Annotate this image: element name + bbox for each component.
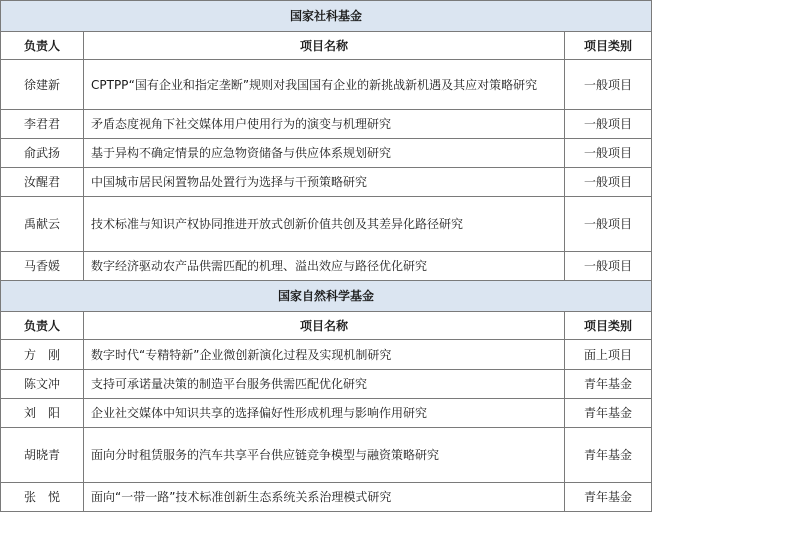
column-header-row (1, 32, 652, 60)
section-title: 国家社科基金 (1, 1, 652, 32)
column-header-row (1, 312, 652, 340)
table-row (1, 340, 652, 370)
person-cell: 陈文冲 (1, 370, 84, 399)
person-cell: 俞武扬 (1, 139, 84, 168)
person-cell: 马香媛 (1, 252, 84, 281)
category-cell: 青年基金 (565, 483, 652, 512)
project-title-cell: 企业社交媒体中知识共享的选择偏好性形成机理与影响作用研究 (84, 399, 565, 428)
project-title-cell: 面向分时租赁服务的汽车共享平台供应链竞争模型与融资策略研究 (84, 428, 565, 483)
table-row (1, 60, 652, 110)
table-row (1, 483, 652, 512)
category-cell: 一般项目 (565, 60, 652, 110)
project-title-cell: 基于异构不确定情景的应急物资储备与供应体系规划研究 (84, 139, 565, 168)
project-title-cell: CPTPP“国有企业和指定垄断”规则对我国国有企业的新挑战新机遇及其应对策略研究 (84, 60, 565, 110)
category-cell: 一般项目 (565, 139, 652, 168)
table-row (1, 252, 652, 281)
person-cell: 禹献云 (1, 197, 84, 252)
category-cell: 一般项目 (565, 197, 652, 252)
header-person: 负责人 (1, 32, 84, 60)
category-cell: 面上项目 (565, 340, 652, 370)
person-cell: 方 刚 (1, 340, 84, 370)
person-cell: 李君君 (1, 110, 84, 139)
table-row (1, 370, 652, 399)
table-row (1, 399, 652, 428)
table-row (1, 197, 652, 252)
person-cell: 汝醒君 (1, 168, 84, 197)
category-cell: 青年基金 (565, 428, 652, 483)
header-category: 项目类别 (565, 32, 652, 60)
table-row (1, 428, 652, 483)
project-title-cell: 数字时代“专精特新”企业微创新演化过程及实现机制研究 (84, 340, 565, 370)
person-cell: 张 悦 (1, 483, 84, 512)
person-cell: 刘 阳 (1, 399, 84, 428)
category-cell: 青年基金 (565, 370, 652, 399)
project-title-cell: 中国城市居民闲置物品处置行为选择与干预策略研究 (84, 168, 565, 197)
table-row (1, 168, 652, 197)
person-cell: 胡晓青 (1, 428, 84, 483)
header-category: 项目类别 (565, 312, 652, 340)
person-cell: 徐建新 (1, 60, 84, 110)
category-cell: 一般项目 (565, 110, 652, 139)
header-project-name: 项目名称 (84, 32, 565, 60)
section-title-row (1, 281, 652, 312)
header-project-name: 项目名称 (84, 312, 565, 340)
category-cell: 一般项目 (565, 252, 652, 281)
header-person: 负责人 (1, 312, 84, 340)
table-row (1, 110, 652, 139)
project-title-cell: 技术标准与知识产权协同推进开放式创新价值共创及其差异化路径研究 (84, 197, 565, 252)
project-title-cell: 面向“一带一路”技术标准创新生态系统关系治理模式研究 (84, 483, 565, 512)
project-title-cell: 数字经济驱动农产品供需匹配的机理、溢出效应与路径优化研究 (84, 252, 565, 281)
project-title-cell: 矛盾态度视角下社交媒体用户使用行为的演变与机理研究 (84, 110, 565, 139)
table-row (1, 139, 652, 168)
category-cell: 一般项目 (565, 168, 652, 197)
section-title-row (1, 1, 652, 32)
project-title-cell: 支持可承诺量决策的制造平台服务供需匹配优化研究 (84, 370, 565, 399)
section-title: 国家自然科学基金 (1, 281, 652, 312)
category-cell: 青年基金 (565, 399, 652, 428)
